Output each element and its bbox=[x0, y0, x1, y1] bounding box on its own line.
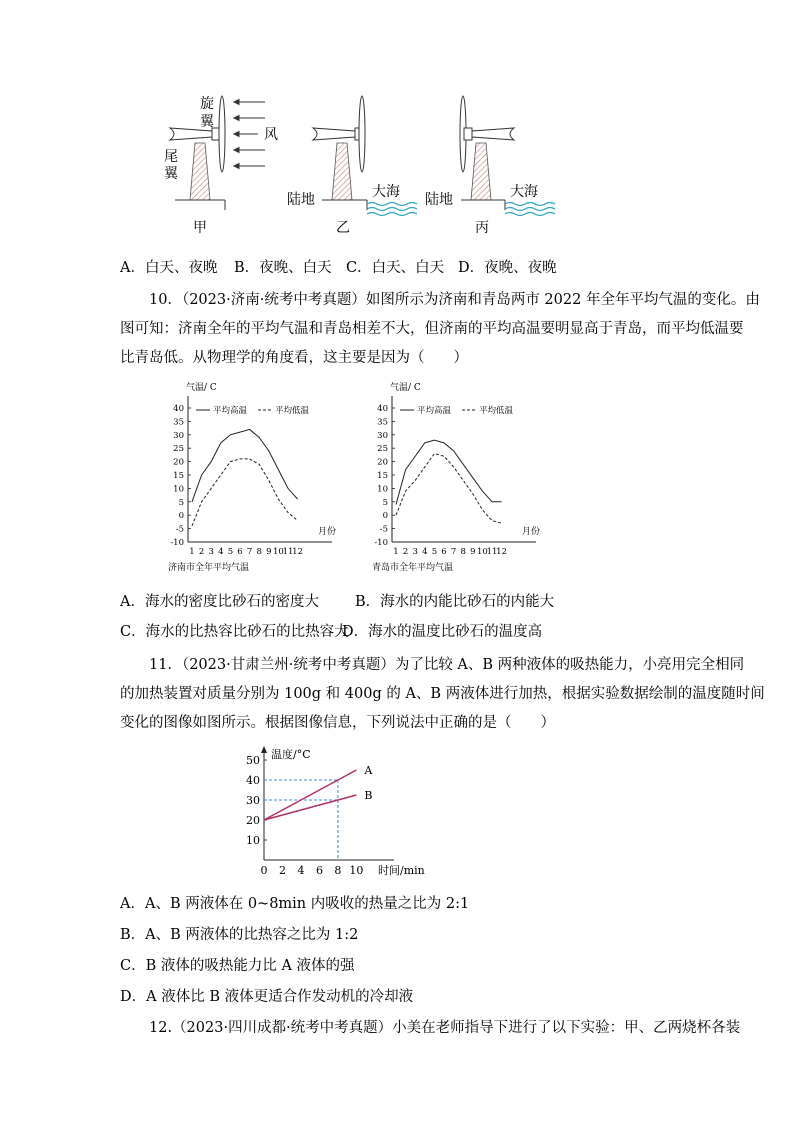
q9-options bbox=[120, 256, 557, 277]
label-weiyi-1: 尾 bbox=[164, 149, 178, 165]
ab-series-b bbox=[264, 795, 356, 820]
qingdao-ytick-label: 35 bbox=[377, 417, 388, 428]
qingdao-xtick-label: 12 bbox=[496, 547, 508, 557]
label-bing: 丙 bbox=[475, 220, 489, 236]
q11-line-3: 变化的图像如图所示。根据图像信息，下列说法中正确的是（ ） bbox=[120, 715, 555, 731]
label-xuanyi-2: 翼 bbox=[200, 114, 214, 130]
label-dahai-yi: 大海 bbox=[372, 184, 400, 200]
qingdao-xtick-label: 7 bbox=[450, 547, 457, 557]
qingdao-ytick-label: 5 bbox=[382, 497, 388, 508]
wind-arrows bbox=[234, 100, 265, 169]
jinan-series-high bbox=[192, 429, 298, 501]
qingdao-xlabel: 月份 bbox=[522, 527, 541, 537]
q10-option-c[interactable]: C．海水的比热容比砂石的比热容大 bbox=[120, 624, 349, 640]
label-xuanyi-1: 旋 bbox=[200, 96, 214, 112]
ab-xtick-label: 6 bbox=[315, 864, 323, 877]
turbine-jia bbox=[170, 96, 225, 210]
chart-ab bbox=[230, 744, 430, 880]
qingdao-xtick-label: 1 bbox=[393, 547, 399, 557]
jinan-xtick-label: 10 bbox=[272, 547, 284, 557]
label-ludi-bing: 陆地 bbox=[425, 192, 453, 208]
jinan-xtick-label: 4 bbox=[218, 547, 224, 557]
jinan-xtick-label: 12 bbox=[292, 547, 304, 557]
q10-line-2: 图可知：济南全年的平均气温和青岛相差不大，但济南的平均高温要明显高于青岛，而平均低温要 bbox=[120, 321, 744, 337]
jinan-ytick-label: 40 bbox=[173, 404, 184, 414]
q9-option-a[interactable]: A．白天、夜晚 bbox=[120, 260, 218, 276]
q9-option-b[interactable]: B．夜晚、白天 bbox=[234, 260, 332, 276]
qingdao-xtick-label: 6 bbox=[441, 547, 447, 557]
jinan-ytick-label: -10 bbox=[170, 538, 184, 548]
ab-ytick-label: 10 bbox=[246, 834, 260, 847]
jinan-ytick-label: 30 bbox=[173, 430, 184, 441]
qingdao-xtick-label: 9 bbox=[470, 547, 476, 557]
ab-xtick-label: 2 bbox=[278, 864, 286, 877]
jinan-xtick-label: 5 bbox=[227, 547, 234, 557]
ab-xtick-label: 0 bbox=[260, 864, 268, 877]
qingdao-xtick-label: 5 bbox=[431, 547, 438, 557]
chart-qingdao bbox=[364, 378, 564, 576]
jinan-xtick-label: 7 bbox=[246, 547, 253, 557]
qingdao-legend-label: 平均低温 bbox=[479, 406, 514, 416]
label-weiyi-2: 翼 bbox=[164, 166, 178, 182]
jinan-xtick-label: 3 bbox=[208, 547, 214, 557]
ab-xtick-label: 10 bbox=[349, 864, 364, 877]
qingdao-ytick-label: 20 bbox=[377, 457, 388, 468]
q10-line-1: 10．（2023·济南·统考中考真题）如图所示为济南和青岛两市 2022 年全年平均气温的变化。由 bbox=[149, 292, 760, 308]
jinan-ytick-label: 35 bbox=[173, 417, 184, 428]
label-dahai-bing: 大海 bbox=[510, 184, 538, 200]
q11-option-a[interactable]: A．A、B 两液体在 0~8min 内吸收的热量之比为 2:1 bbox=[120, 896, 470, 912]
label-ludi-yi: 陆地 bbox=[287, 192, 315, 208]
qingdao-ytick-label: 40 bbox=[377, 404, 388, 414]
jinan-ytick-label: 20 bbox=[173, 457, 184, 468]
qingdao-xtick-label: 4 bbox=[422, 547, 428, 557]
qingdao-xtick-label: 2 bbox=[402, 547, 409, 557]
qingdao-ytick-label: 10 bbox=[377, 484, 388, 495]
ab-ytick-label: 20 bbox=[246, 814, 260, 827]
q11-line-2: 的加热装置对质量分别为 100g 和 400g 的 A、B 两液体进行加热，根据实验数据绘制的温度随时间 bbox=[120, 686, 765, 702]
qingdao-title: 青岛市全年平均气温 bbox=[372, 563, 454, 573]
jinan-ytick-label: 15 bbox=[173, 471, 184, 481]
q9-option-d[interactable]: D．夜晚、夜晚 bbox=[458, 260, 557, 276]
qingdao-xtick-label: 8 bbox=[460, 547, 466, 557]
jinan-ytick-label: 5 bbox=[178, 497, 184, 508]
ab-xtick-label: 4 bbox=[297, 864, 305, 877]
q9-option-c[interactable]: C．白天、白天 bbox=[346, 260, 445, 276]
ab-xtick-label: 8 bbox=[334, 864, 342, 877]
q10-option-b[interactable]: B．海水的内能比砂石的内能大 bbox=[355, 594, 555, 610]
ab-ytick-label: 30 bbox=[246, 794, 260, 807]
q10-option-d[interactable]: D．海水的温度比砂石的温度高 bbox=[342, 624, 543, 640]
label-feng: 风 bbox=[264, 127, 278, 143]
jinan-ytick-label: 0 bbox=[178, 511, 184, 522]
jinan-xtick-label: 8 bbox=[256, 547, 262, 557]
chart-jinan bbox=[160, 378, 360, 576]
q9-turbine-figure bbox=[150, 88, 590, 240]
label-yi: 乙 bbox=[336, 220, 350, 236]
qingdao-ytick-label: 30 bbox=[377, 430, 388, 441]
q11-option-c[interactable]: C．B 液体的吸热能力比 A 液体的强 bbox=[120, 958, 355, 974]
qingdao-ytick-label: 0 bbox=[382, 511, 388, 522]
qingdao-ytick-label: 25 bbox=[377, 444, 388, 455]
qingdao-series-high bbox=[396, 440, 502, 504]
qingdao-xtick-label: 11 bbox=[486, 547, 498, 557]
jinan-legend-label: 平均高温 bbox=[213, 406, 248, 416]
turbine-bing bbox=[460, 96, 555, 216]
jinan-title: 济南市全年平均气温 bbox=[168, 563, 250, 573]
q12-line-1: 12.（2023·四川成都·统考中考真题）小美在老师指导下进行了以下实验：甲、乙两烧杯各装 bbox=[149, 1020, 741, 1036]
ab-ytick-label: 50 bbox=[246, 754, 260, 767]
jinan-ytick-label: 25 bbox=[173, 444, 184, 455]
jinan-ylabel: 气温/ C bbox=[186, 383, 217, 393]
jinan-series-low bbox=[192, 459, 298, 526]
ab-y-arrow bbox=[261, 746, 267, 753]
jinan-xtick-label: 11 bbox=[282, 547, 294, 557]
jinan-xtick-label: 6 bbox=[237, 547, 243, 557]
qingdao-ylabel: 气温/ C bbox=[390, 383, 421, 393]
jinan-xlabel: 月份 bbox=[318, 527, 337, 537]
q10-line-3: 比青岛低。从物理学的角度看，这主要是因为（ ） bbox=[120, 350, 468, 366]
jinan-ytick-label: 10 bbox=[173, 484, 184, 495]
qingdao-legend-label: 平均高温 bbox=[417, 406, 452, 416]
qingdao-xtick-label: 3 bbox=[412, 547, 418, 557]
jinan-xtick-label: 1 bbox=[189, 547, 195, 557]
ab-ylabel: 温度/°C bbox=[271, 748, 311, 761]
qingdao-ytick-label: -10 bbox=[374, 538, 388, 548]
ab-series-label-b: B bbox=[364, 789, 373, 802]
label-jia: 甲 bbox=[193, 220, 207, 236]
ab-xlabel: 时间/min bbox=[378, 864, 425, 877]
qingdao-xtick-label: 10 bbox=[476, 547, 488, 557]
ab-ytick-label: 40 bbox=[246, 774, 260, 787]
jinan-legend-label: 平均低温 bbox=[275, 406, 310, 416]
q11-option-d[interactable]: D．A 液体比 B 液体更适合作发动机的冷却液 bbox=[120, 989, 414, 1005]
jinan-xtick-label: 9 bbox=[266, 547, 272, 557]
qingdao-ytick-label: 15 bbox=[377, 471, 388, 481]
ab-series-a bbox=[264, 770, 356, 820]
ab-series-label-a: A bbox=[364, 764, 373, 777]
q11-line-1: 11．（2023·甘肃兰州·统考中考真题）为了比较 A、B 两种液体的吸热能力，小亮用完全相同 bbox=[149, 657, 745, 673]
jinan-ytick-label: -5 bbox=[175, 524, 184, 535]
q11-option-b[interactable]: B．A、B 两液体的比热容之比为 1:2 bbox=[120, 927, 359, 943]
qingdao-ytick-label: -5 bbox=[379, 524, 388, 535]
qingdao-series-low bbox=[396, 454, 502, 524]
turbine-yi bbox=[313, 96, 417, 216]
jinan-xtick-label: 2 bbox=[198, 547, 205, 557]
q10-option-a[interactable]: A．海水的密度比砂石的密度大 bbox=[120, 594, 319, 610]
